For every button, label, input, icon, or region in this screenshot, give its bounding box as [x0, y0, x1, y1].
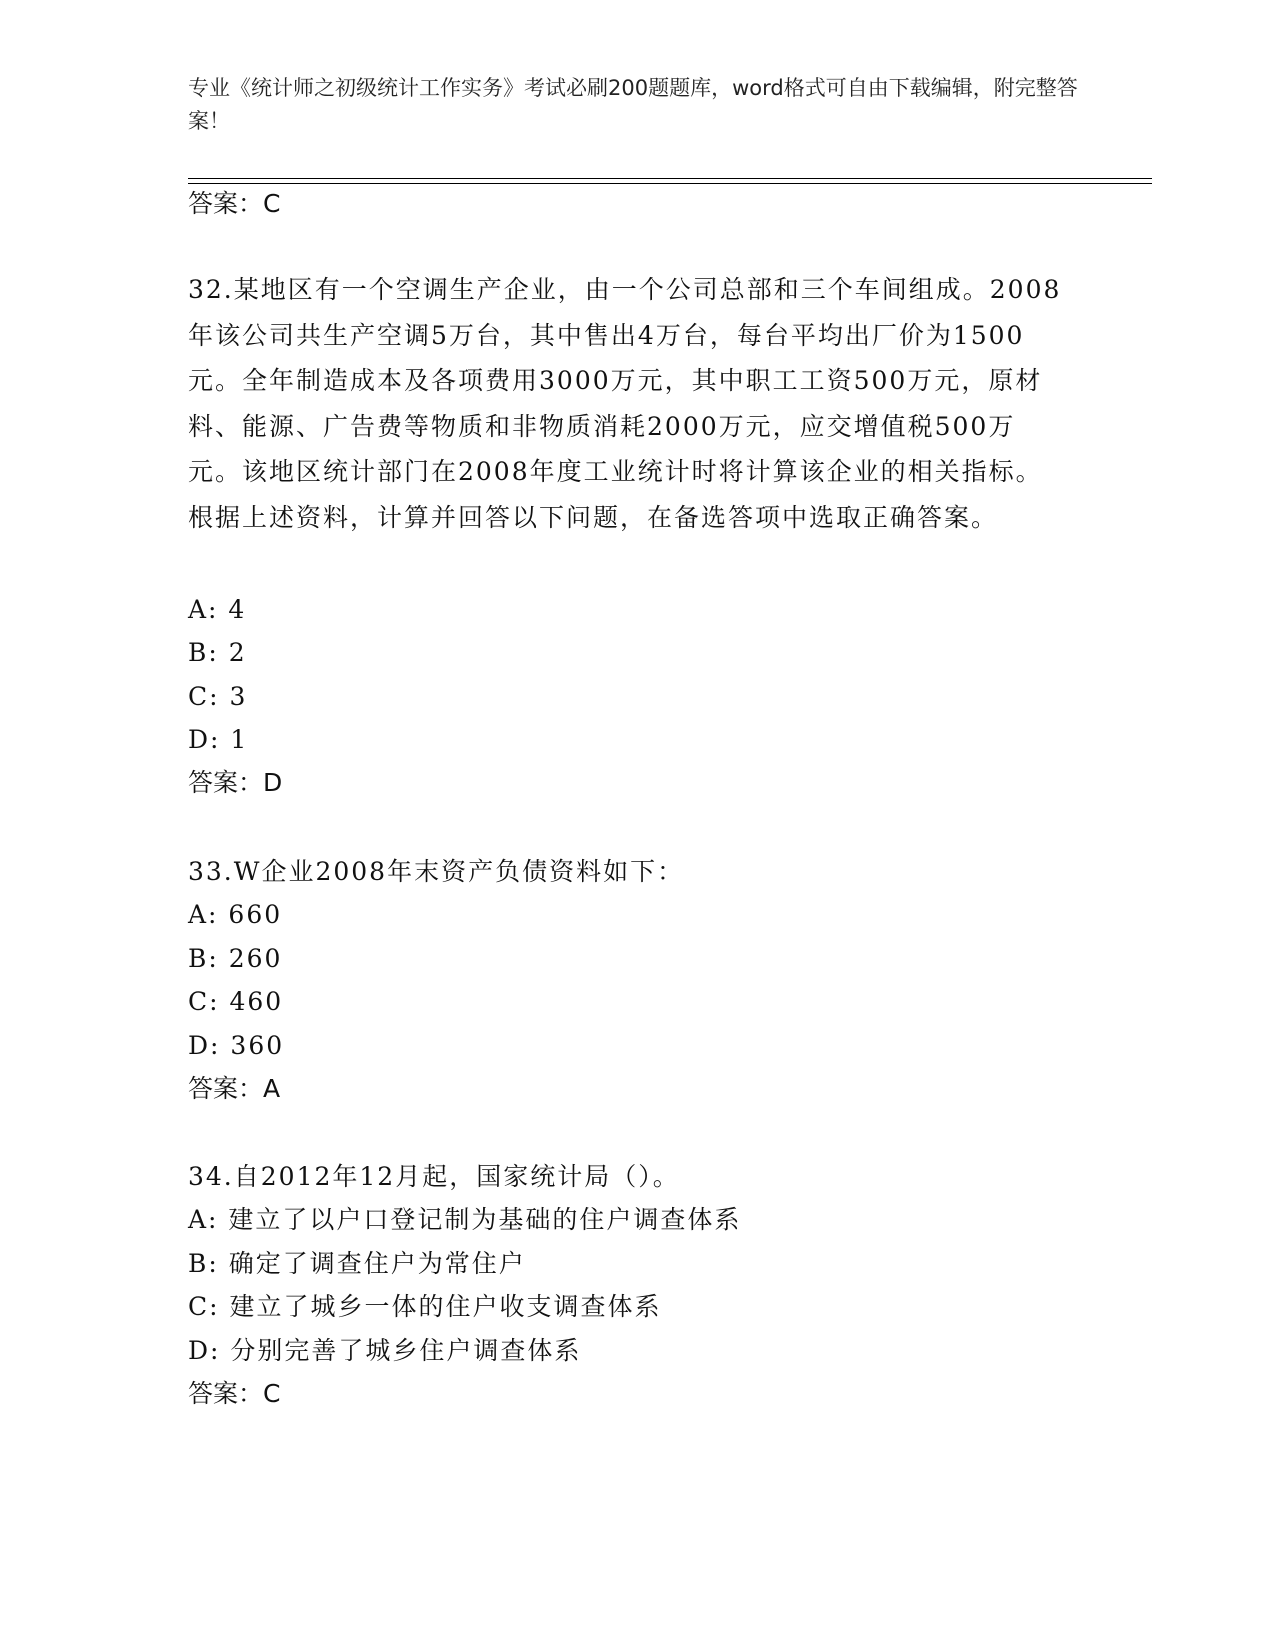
- question-33-answer: 答案：A: [188, 1074, 281, 1103]
- question-32-text: 32.某地区有一个空调生产企业，由一个公司总部和三个车间组成。2008年该公司共生产空调5万台，其中售出4万台，每台平均出厂价为1500元。全年制造成本及各项费用3000万元，其中职工工资500万元，原材料、能源、广告费等物质和非物质消耗2000万元，应交增值税500万元。该地区统计部门在2008年度工业统计时将计算该企业的相关指标。根据上述资料，计算并回答以下问题，在备选答项中选取正确答案。: [188, 275, 1062, 532]
- question-32-answer: 答案：D: [188, 768, 283, 797]
- question-33-text: 33.W企业2008年末资产负债资料如下：: [188, 857, 685, 886]
- question-33-option-b: B: 260: [188, 944, 283, 973]
- question-33-option-d: D: 360: [188, 1031, 285, 1060]
- question-32-option-c: C: 3: [188, 682, 248, 711]
- question-33-option-a: A: 660: [188, 900, 283, 929]
- question-34-option-d: D: 分别完善了城乡住户调查体系: [188, 1336, 582, 1365]
- header-divider-secondary: [188, 183, 1152, 184]
- question-32-option-d: D: 1: [188, 725, 249, 754]
- question-34-text: 34.自2012年12月起，国家统计局（）。: [188, 1162, 680, 1191]
- question-32-option-b: B: 2: [188, 638, 247, 667]
- previous-answer: 答案：C: [188, 189, 281, 218]
- question-34-option-a: A: 建立了以户口登记制为基础的住户调查体系: [188, 1205, 742, 1234]
- page-header: 专业《统计师之初级统计工作实务》考试必刷200题题库，word格式可自由下载编辑，附完整答案！: [188, 76, 1078, 133]
- question-32-option-a: A: 4: [188, 595, 247, 624]
- question-34-answer: 答案：C: [188, 1379, 281, 1408]
- question-34-option-c: C: 建立了城乡一体的住户收支调查体系: [188, 1292, 662, 1321]
- header-divider: [188, 178, 1152, 179]
- question-34-option-b: B: 确定了调查住户为常住户: [188, 1249, 526, 1278]
- question-33-option-c: C: 460: [188, 987, 284, 1016]
